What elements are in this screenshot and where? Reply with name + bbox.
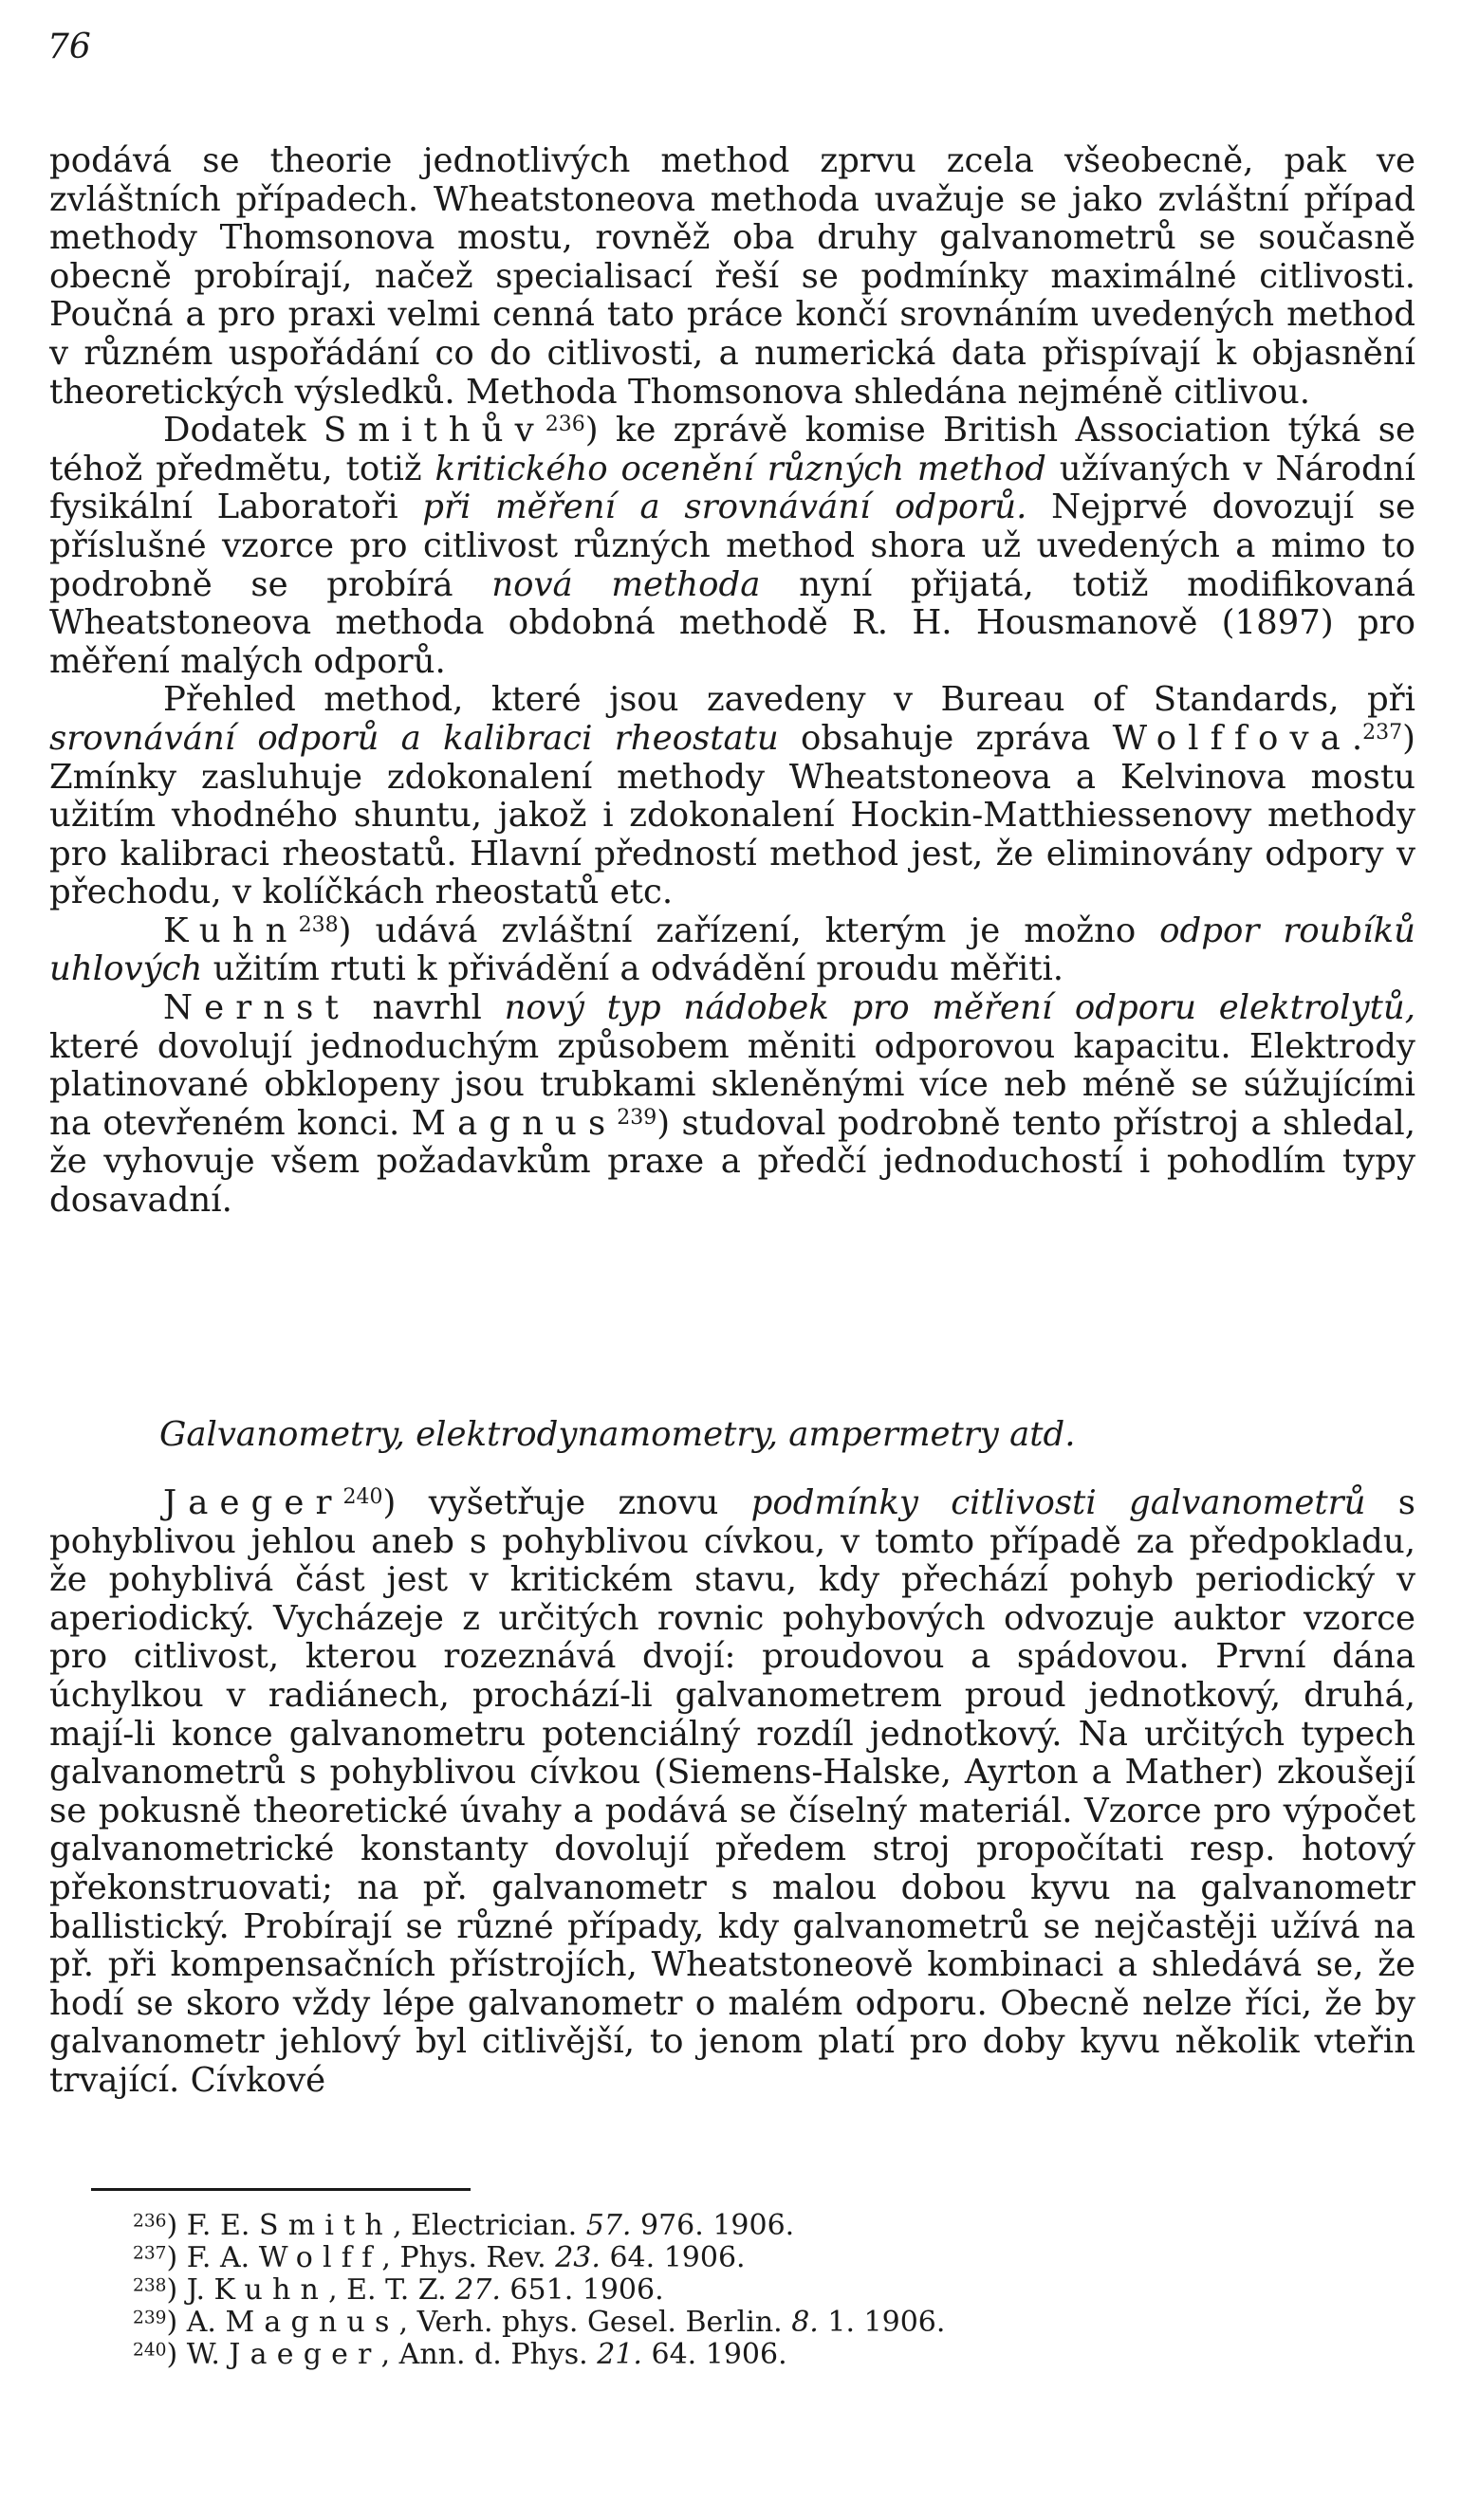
footnote: $^{240}$) W. Jaeger, Ann. d. Phys. 21. 64. 1906. <box>133 2338 787 2371</box>
main-text-lower <box>49 1484 1415 2101</box>
footnote-ref: 236 <box>545 413 585 437</box>
author-name: Smithův <box>323 411 546 451</box>
footnote: $^{237}$) F. A. Wolff, Phys. Rev. 23. 64. 1906. <box>133 2241 746 2274</box>
main-text-upper <box>49 142 1415 1221</box>
section-heading: Galvanometry, elektrodynamometry, ampermetry atd. <box>159 1415 1076 1454</box>
footnote-rule <box>91 2188 471 2191</box>
paragraph-4: Kuhn$^{238}$) udává zvláštní zařízení, kterým je možno odpor roubíků uhlových užitím rtuti k přivádění a odvádění proudu měřiti. <box>49 911 1415 989</box>
page-number: 76 <box>47 28 91 66</box>
author-name: Wolffova <box>1112 718 1352 758</box>
paragraph-5: Nernst navrhl nový typ nádobek pro měření odporu elektrolytů, které dovolují jednoduchým způsobem měniti odporovou kapacitu. Elektrody platinované obklopeny jsou trubkami skleněnými více neb méně se súžujícími na otevřeném konci. Magnus$^{239}$) studoval podrobně tento přístroj a shledal, že vyhovuje všem požadavkům praxe a předčí jednoduchostí i pohodlím typy dosavadní. <box>49 988 1416 1221</box>
footnotes <box>133 2210 945 2371</box>
footnote: $^{238}$) J. Kuhn, E. T. Z. 27. 651. 1906. <box>133 2273 664 2307</box>
footnote-ref: 237 <box>1362 720 1403 745</box>
paragraph-1: podává se theorie jednotlivých method zprvu zcela všeobecně, pak ve zvláštních případech. Wheatstoneova methoda uvažuje se jako zvláštní případ methody Thomsonova mostu, rovněž oba druhy galvanometrů se současně obecně probírají, načež specialisací řeší se podmínky maximálné citlivosti. Poučná a pro praxi velmi cenná tato práce končí srovnáním uvedených method v různém uspořádání co do citlivosti, a numerická data přispívají k objasnění theoretických výsledků. Methoda Thomsonova shledána nejméně citlivou. <box>49 141 1415 412</box>
author-name: Nernst <box>163 988 350 1028</box>
footnote: $^{239}$) A. Magnus, Verh. phys. Gesel. Berlin. 8. 1. 1906. <box>133 2306 946 2339</box>
paragraph-2: Dodatek Smithův$^{236}$) ke zprávě komise British Association týká se téhož předmětu, totiž kritického ocenění různých method užívaných v Národní fysikální Laboratoři při měření a srovnávání odporů. Nejprvé dovozují se příslušné vzorce pro citlivost různých method shora už uvedených a mimo to podrobně se probírá nová methoda nyní přijatá, totiž modifikovaná Wheatstoneova methoda obdobná methodě R. H. Housmanově (1897) pro měření malých odporů. <box>49 411 1416 681</box>
author-name: Jaeger <box>163 1483 343 1522</box>
footnote: $^{236}$) F. E. Smith, Electrician. 57. 976. 1906. <box>133 2209 795 2242</box>
paragraph-6: Jaeger$^{240}$) vyšetřuje znovu podmínky citlivosti galvanometrů s pohyblivou jehlou aneb s pohyblivou cívkou, v tomto případě za předpokladu, že pohyblivá část jest v kritickém stavu, kdy přechází pohyb periodický v aperiodický. Vycházeje z určitých rovnic pohybových odvozuje auktor vzorce pro citlivost, kterou rozeznává dvojí: proudovou a spádovou. První dána úchylkou v radiánech, prochází-li galvanometrem proud jednotkový, druhá, mají-li konce galvanometru potenciálný rozdíl jednotkový. Na určitých typech galvanometrů s pohyblivou cívkou (Siemens-Halske, Ayrton a Mather) zkoušejí se pokusně theoretické úvahy a podává se číselný materiál. Vzorce pro výpočet galvanometrické konstanty dovolují předem stroj propočítati resp. hotový překonstruovati; na př. galvanometr s malou dobou kyvu na galvanometr ballistický. Probírají se různé případy, kdy galvanometrů se nejčastěji užívá na př. při kompensačních přístrojích, Wheatstoneově kombinaci a shledává se, že hodí se skoro vždy lépe galvanometr o malém odporu. Obecně nelze říci, že by galvanometr jehlový byl citlivější, to jenom platí pro doby kyvu několik vteřin trvající. Cívkové <box>49 1483 1415 2100</box>
footnote-ref: 239 <box>617 1105 657 1130</box>
footnote-ref: 240 <box>342 1485 383 1509</box>
paragraph-3: Přehled method, které jsou zavedeny v Bureau of Standards, při srovnávání odporů a kalibraci rheostatu obsahuje zpráva Wolffova.$^{237}$) Zmínky zasluhuje zdokonalení methody Wheatstoneova a Kelvinova mostu užitím vhodného shuntu, jakož i zdokonalení Hockin-Matthiessenovy methody pro kalibraci rheostatů. Hlavní předností method jest, že eliminovány odpory v přechodu, v kolíčkách rheostatů etc. <box>49 680 1415 912</box>
footnote-ref: 238 <box>298 912 339 937</box>
author-name: Magnus <box>411 1103 618 1143</box>
author-name: Kuhn <box>163 911 299 950</box>
